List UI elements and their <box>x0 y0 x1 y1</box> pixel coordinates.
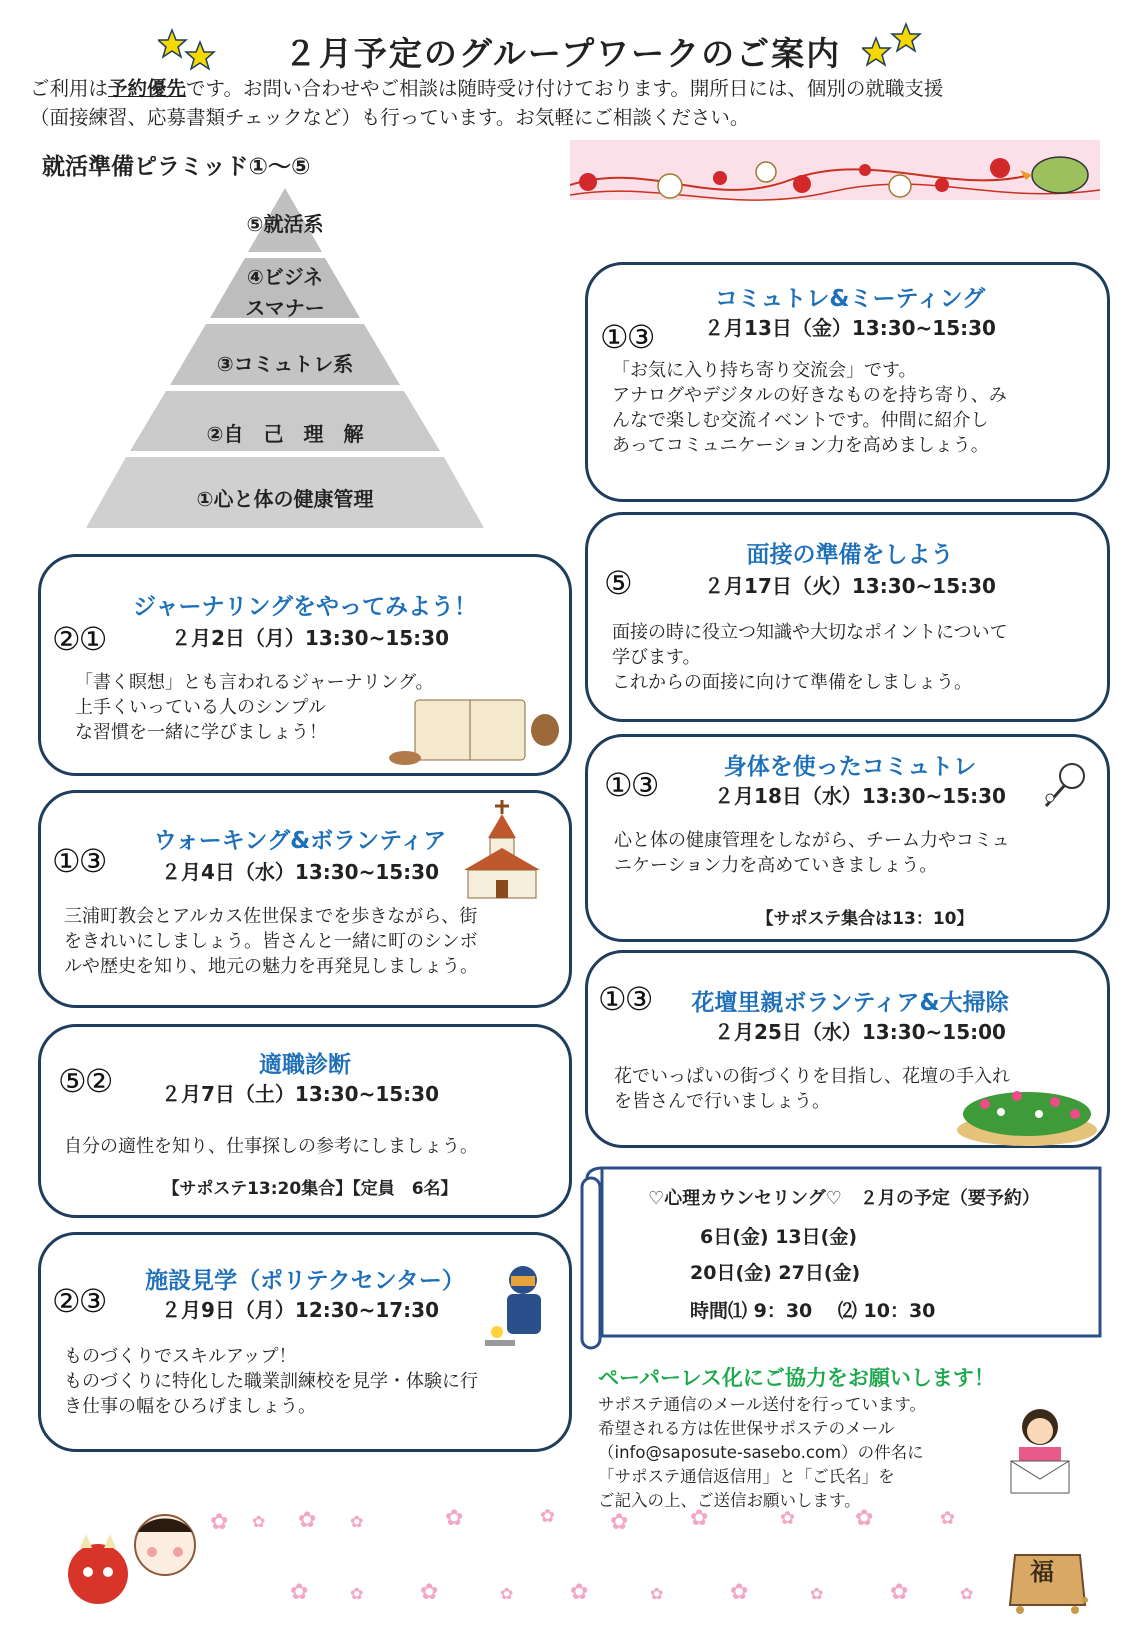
badminton-racket-icon <box>1040 762 1090 812</box>
event-description: ものづくりでスキルアップ！ ものづくりに特化した職業訓練校を見学・体験に行 き仕事の幅をひろげましょう。 <box>64 1346 478 1417</box>
pyramid-level-4: ④ビジネ スマナー <box>245 265 325 320</box>
sakura-decoration: ✿ <box>570 1580 589 1605</box>
event-level-badge: ①③ <box>600 318 654 356</box>
event-note: 【サポステ集合は13：10】 <box>756 909 974 929</box>
counseling-title: ♡心理カウンセリング♡ ２月の予定（要予約） <box>648 1188 1040 1209</box>
pyramid-level-3: ③コミュトレ系 <box>216 352 354 376</box>
sakura-decoration: ✿ <box>780 1508 796 1529</box>
event-description: 自分の適性を知り、仕事探しの参考にしましょう。 <box>64 1136 478 1157</box>
fuku-label: 福 <box>1030 1558 1054 1586</box>
pyramid-level-2: ②自 己 理 解 <box>206 422 364 446</box>
event-title: コミュトレ&ミーティング <box>714 286 986 312</box>
pyramid-level-5: ⑤就活系 <box>246 212 324 236</box>
sakura-decoration: ✿ <box>445 1506 464 1531</box>
sakura-decoration: ✿ <box>610 1510 629 1535</box>
event-level-badge: ①③ <box>604 766 658 804</box>
sakura-decoration: ✿ <box>730 1580 749 1605</box>
event-description: 面接の時に役立つ知識や大切なポイントについて 学びます。 これからの面接に向けて準備をしましょう。 <box>612 622 1008 693</box>
event-description: 花でいっぱいの街づくりを目指し、花壇の手入れ を皆さんで行いましょう。 <box>614 1066 1010 1112</box>
event-title: ジャーナリングをやってみよう！ <box>132 594 478 620</box>
sakura-decoration: ✿ <box>420 1580 439 1605</box>
event-date: ２月4日（水）13:30~15:30 <box>161 860 439 884</box>
page-title: ２月予定のグループワークのご案内 <box>283 34 842 73</box>
event-title: 身体を使ったコミュトレ <box>723 754 977 780</box>
paperless-title: ペーパーレス化にご協力をお願いします！ <box>598 1366 995 1390</box>
event-level-badge: ②① <box>52 620 106 658</box>
sakura-decoration: ✿ <box>855 1506 874 1531</box>
event-description: 「お気に入り持ち寄り交流会」です。 アナログやデジタルの好きなものを持ち寄り、み んなで楽しむ交流イベントです。仲間に紹介し あってコミュニケーション力を高めましょう。 <box>612 360 1007 456</box>
sakura-decoration: ✿ <box>350 1584 364 1603</box>
event-level-badge: ①③ <box>52 842 106 880</box>
oni-mask-icon <box>58 1530 138 1610</box>
sakura-decoration: ✿ <box>810 1584 824 1603</box>
event-description: 「書く瞑想」とも言われるジャーナリング。 上手くいっている人のシンプル な習慣を一緒に学びましょう！ <box>75 672 434 743</box>
sakura-decoration: ✿ <box>290 1580 309 1605</box>
event-level-badge: ⑤② <box>58 1062 112 1100</box>
event-description: 三浦町教会とアルカス佐世保までを歩きながら、街 をきれいにしましょう。皆さんと一緒に町のシンボ ルや歴史を知り、地元の魅力を再発見しましょう。 <box>64 906 478 977</box>
sakura-decoration: ✿ <box>252 1512 266 1531</box>
woman-with-letter-icon <box>1005 1405 1075 1495</box>
event-title: 面接の準備をしよう <box>746 542 954 568</box>
event-level-badge: ②③ <box>52 1282 106 1320</box>
event-title: 施設見学（ポリテクセンター） <box>145 1268 465 1294</box>
sakura-decoration: ✿ <box>540 1506 556 1527</box>
event-level-badge: ⑤ <box>604 564 631 602</box>
sakura-decoration: ✿ <box>940 1508 956 1529</box>
counseling-dates: 20日(金) 27日(金) <box>690 1262 861 1284</box>
church-icon <box>462 800 542 900</box>
event-note: 【サポステ13:20集合】【定員 6名】 <box>162 1179 458 1199</box>
event-description: 心と体の健康管理をしながら、チーム力やコミュ ニケーション力を高めていきましょう。 <box>614 830 1010 876</box>
sakura-decoration: ✿ <box>650 1584 664 1603</box>
event-date: ２月25日（水）13:30~15:00 <box>714 1020 1006 1044</box>
event-date: ２月9日（月）12:30~17:30 <box>161 1298 439 1322</box>
sakura-decoration: ✿ <box>890 1580 909 1605</box>
counseling-times: 時間⑴ 9：30 ⑵ 10：30 <box>690 1300 936 1322</box>
paperless-text: サポステ通信のメール送付を行っています。 希望される方は佐世保サポステのメール （info@saposute-sasebo.com）の件名に 「サポステ通信返信用」と「ご氏名」を ご記入の上、ご送信お願いします。 <box>598 1395 927 1510</box>
event-title: 適職診断 <box>259 1052 351 1078</box>
event-date: ２月18日（水）13:30~15:30 <box>714 784 1006 808</box>
sakura-decoration: ✿ <box>350 1512 364 1531</box>
flowerbed-icon <box>955 1080 1100 1150</box>
sakura-decoration: ✿ <box>298 1508 317 1533</box>
intro-text: ご利用は予約優先です。お問い合わせやご相談は随時受け付けております。開所日には、個別の就職支援 （面接練習、応募書類チェックなど）も行っています。お気軽にご相談ください。 <box>30 77 944 129</box>
event-title: 花壇里親ボランティア&大掃除 <box>691 990 1009 1016</box>
notebook-coffee-illustration <box>385 690 565 770</box>
sakura-decoration: ✿ <box>210 1510 229 1535</box>
star-icon <box>862 22 922 72</box>
counseling-dates: 6日(金) 13日(金) <box>700 1226 858 1248</box>
event-date: ２月2日（月）13:30~15:30 <box>171 626 449 650</box>
otafuku-mask-icon <box>130 1510 200 1580</box>
reservation-priority: 予約優先 <box>108 77 187 100</box>
bird-icon <box>1032 157 1088 193</box>
event-date: ２月17日（火）13:30~15:30 <box>704 574 996 598</box>
plum-blossom-banner <box>570 140 1100 220</box>
event-date: ２月13日（金）13:30~15:30 <box>704 316 996 340</box>
pyramid-level-1: ①心と体の健康管理 <box>196 487 374 511</box>
event-date: ２月7日（土）13:30~15:30 <box>161 1082 439 1106</box>
pyramid-title: 就活準備ピラミッド①～⑤ <box>42 154 311 180</box>
event-level-badge: ①③ <box>598 980 652 1018</box>
sakura-decoration: ✿ <box>500 1584 514 1603</box>
sakura-decoration: ✿ <box>960 1584 974 1603</box>
event-title: ウォーキング&ボランティア <box>153 828 447 854</box>
sakura-decoration: ✿ <box>690 1506 709 1531</box>
welder-icon <box>485 1262 560 1352</box>
